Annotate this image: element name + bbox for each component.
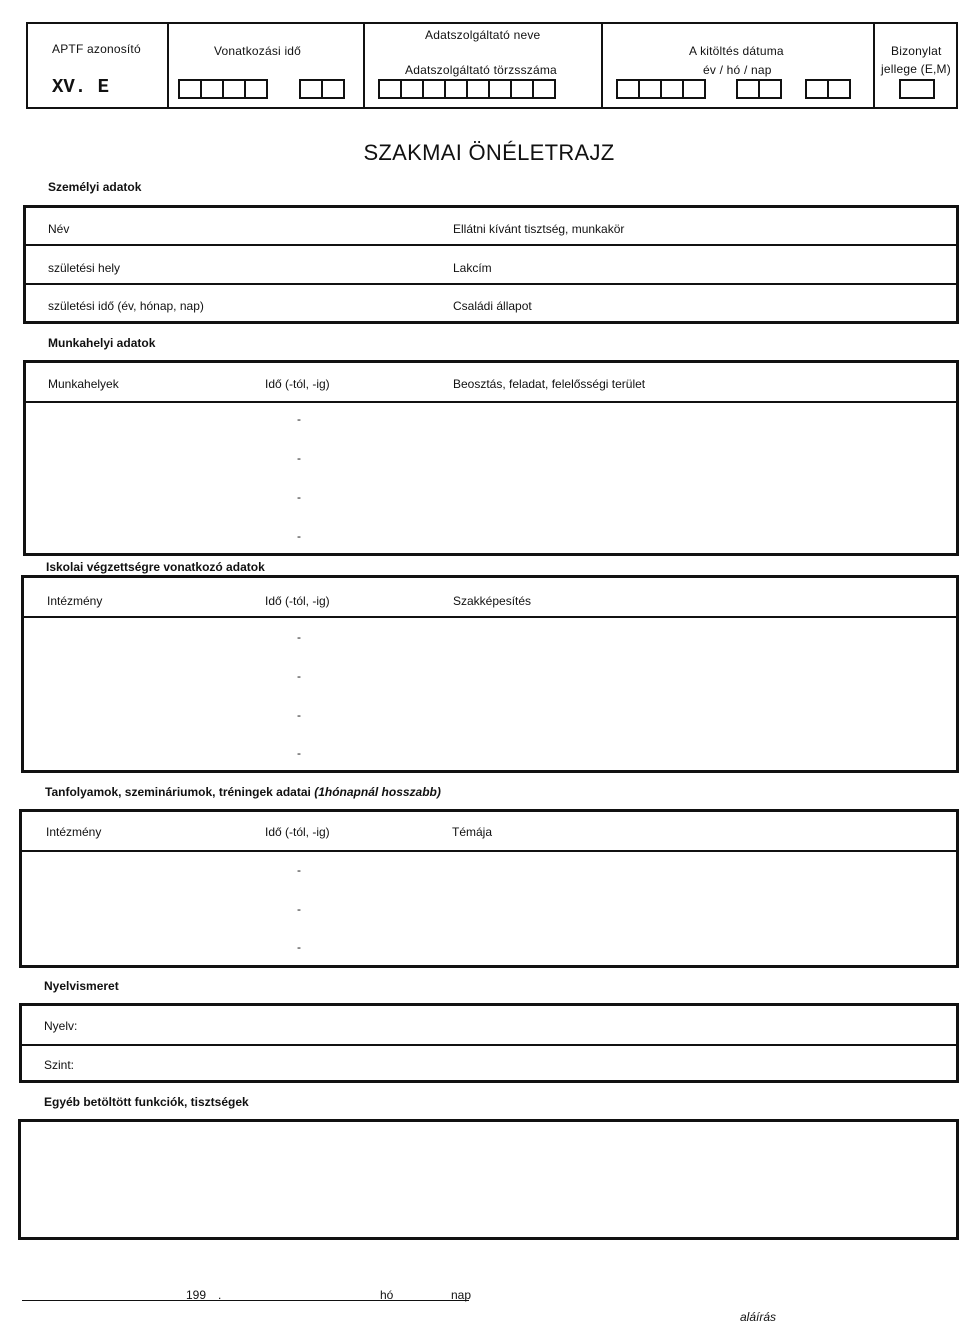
year-dot: . [218, 1288, 222, 1302]
szemelyi-table [23, 205, 959, 324]
egyeb-heading: Egyéb betöltött funkciók, tisztségek [44, 1095, 249, 1109]
adatszolgaltato-torzsszam-label: Adatszolgáltató törzsszáma [405, 63, 557, 77]
date-dash: - [297, 451, 301, 465]
szakkepesites-col: Szakképesítés [453, 594, 532, 608]
kitoltes-year-boxes[interactable] [616, 79, 704, 99]
nev-label: Név [48, 222, 70, 236]
form-header [26, 22, 958, 109]
month-label: hó [380, 1288, 394, 1302]
szemelyi-heading: Személyi adatok [48, 180, 142, 194]
tanfolyam-heading-note: (1hónapnál hosszabb) [314, 785, 441, 799]
bizonylat-cell [875, 24, 958, 107]
kitoltes-day-boxes[interactable] [805, 79, 849, 99]
tanfolyam-heading-main: Tanfolyamok, szemináriumok, tréningek adatai [45, 785, 311, 799]
bizonylat-label-2: jellege (E,M) [881, 62, 951, 76]
year-prefix: 199 [186, 1288, 207, 1302]
szuletesi-ido-label: születési idő (év, hónap, nap) [48, 299, 204, 313]
date-dash: - [297, 940, 301, 954]
vonatkozasi-cell [169, 24, 365, 107]
date-dash: - [297, 863, 301, 877]
intezmeny-col: Intézmény [47, 594, 103, 608]
munkahelyi-table [23, 360, 959, 556]
kitoltes-cell [603, 24, 875, 107]
temaja-col: Témája [452, 825, 493, 839]
date-dash: - [297, 669, 301, 683]
date-dash: - [297, 412, 301, 426]
egyeb-box[interactable] [18, 1119, 959, 1240]
kitoltes-month-boxes[interactable] [736, 79, 780, 99]
vonatkozasi-label: Vonatkozási idő [214, 44, 302, 58]
munkahelyek-col: Munkahelyek [48, 377, 119, 391]
signature-date-line [22, 1300, 469, 1301]
munkahelyi-heading: Munkahelyi adatok [48, 336, 156, 350]
date-dash: - [297, 902, 301, 916]
iskolai-heading: Iskolai végzettségre vonatkozó adatok [46, 560, 265, 574]
beosztas-col: Beosztás, feladat, felelősségi terület [453, 377, 646, 391]
torzsszam-boxes[interactable] [378, 79, 554, 99]
szint-label: Szint: [44, 1058, 75, 1072]
munkahelyi-ido-col: Idő (-tól, -ig) [265, 377, 330, 391]
nyelv-table [19, 1003, 959, 1083]
day-label: nap [451, 1288, 472, 1302]
date-dash: - [297, 746, 301, 760]
tanfolyam-heading [45, 785, 441, 799]
csaladi-label: Családi állapot [453, 299, 532, 313]
iskolai-ido-col: Idő (-tól, -ig) [265, 594, 330, 608]
nyelv-heading: Nyelvismeret [44, 979, 119, 993]
intezmeny-col: Intézmény [46, 825, 102, 839]
bizonylat-box[interactable] [899, 79, 933, 99]
date-dash: - [297, 708, 301, 722]
signature-label: aláírás [740, 1310, 777, 1324]
kitoltes-label: A kitöltés dátuma [689, 44, 784, 58]
date-dash: - [297, 529, 301, 543]
aptf-value: XV. E [52, 76, 110, 98]
page-title: SZAKMAI ÖNÉLETRAJZ [363, 140, 615, 165]
iskolai-table [21, 575, 959, 773]
date-dash: - [297, 630, 301, 644]
nyelv-label: Nyelv: [44, 1019, 78, 1033]
szuletesi-hely-label: születési hely [48, 261, 121, 275]
vonatkozasi-year-boxes[interactable] [178, 79, 266, 99]
lakcim-label: Lakcím [453, 261, 492, 275]
aptf-label: APTF azonosító [52, 42, 141, 56]
bizonylat-label-1: Bizonylat [891, 44, 942, 58]
ellatni-label: Ellátni kívánt tisztség, munkakör [453, 222, 625, 236]
tanfolyam-table [19, 809, 959, 968]
adatszolgaltato-cell [365, 24, 603, 107]
adatszolgaltato-nev-label: Adatszolgáltató neve [425, 28, 541, 42]
kitoltes-sub-label: év / hó / nap [703, 63, 772, 77]
tanfolyam-ido-col: Idő (-tól, -ig) [265, 825, 330, 839]
vonatkozasi-month-boxes[interactable] [299, 79, 343, 99]
aptf-cell [28, 24, 169, 107]
date-dash: - [297, 490, 301, 504]
